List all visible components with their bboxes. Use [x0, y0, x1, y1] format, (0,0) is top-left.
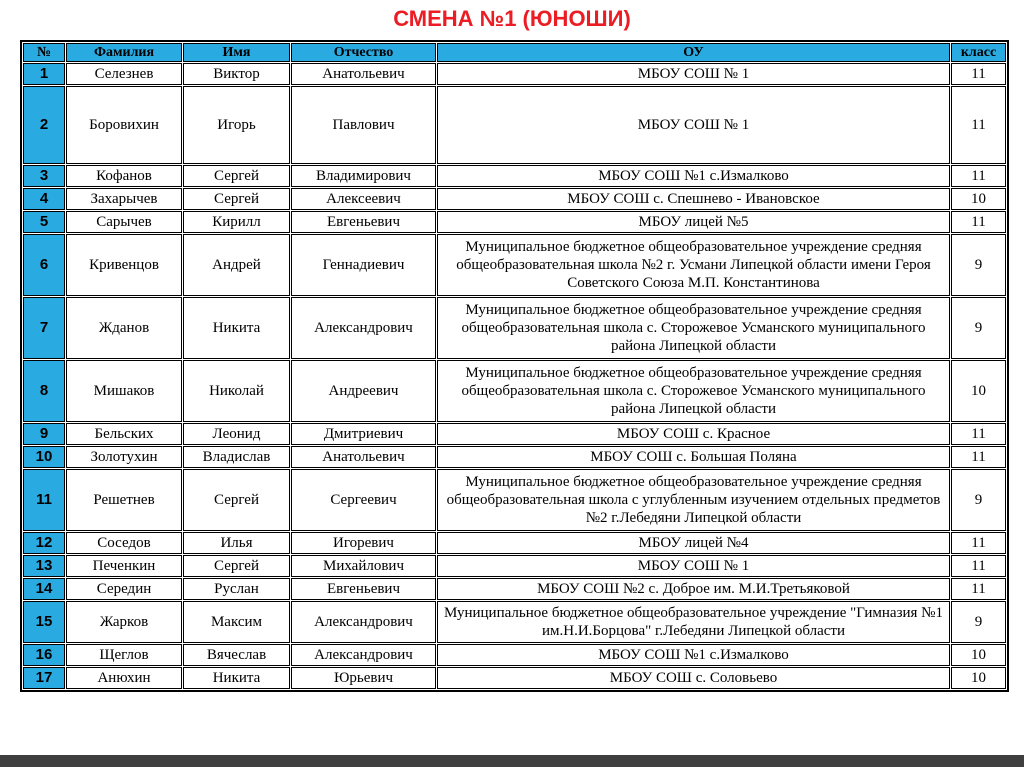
school-cell: МБОУ СОШ с. Соловьево	[437, 667, 950, 689]
surname-cell: Захарычев	[66, 188, 182, 210]
name-cell: Сергей	[183, 555, 290, 577]
column-header-school: ОУ	[437, 43, 950, 62]
row-number-cell: 12	[23, 532, 65, 554]
roster-table	[20, 40, 1009, 692]
school-cell: МБОУ СОШ № 1	[437, 86, 950, 164]
grade-cell: 11	[951, 532, 1006, 554]
row-number-cell: 8	[23, 360, 65, 422]
surname-cell: Соседов	[66, 532, 182, 554]
surname-cell: Жарков	[66, 601, 182, 643]
row-number-cell: 15	[23, 601, 65, 643]
school-cell: МБОУ СОШ № 1	[437, 555, 950, 577]
name-cell: Кирилл	[183, 211, 290, 233]
school-cell: МБОУ СОШ №1 с.Измалково	[437, 165, 950, 187]
patronymic-cell: Игоревич	[291, 532, 436, 554]
row-number-cell: 2	[23, 86, 65, 164]
name-cell: Никита	[183, 297, 290, 359]
surname-cell: Бельских	[66, 423, 182, 445]
name-cell: Сергей	[183, 165, 290, 187]
surname-cell: Кофанов	[66, 165, 182, 187]
grade-cell: 9	[951, 601, 1006, 643]
patronymic-cell: Евгеньевич	[291, 211, 436, 233]
patronymic-cell: Александрович	[291, 297, 436, 359]
table-row	[23, 644, 1006, 666]
table-row	[23, 234, 1006, 296]
table-row	[23, 165, 1006, 187]
surname-cell: Анюхин	[66, 667, 182, 689]
column-header-grade: класс	[951, 43, 1006, 62]
surname-cell: Середин	[66, 578, 182, 600]
table-row	[23, 555, 1006, 577]
table-header-row	[23, 43, 1006, 62]
surname-cell: Жданов	[66, 297, 182, 359]
patronymic-cell: Александрович	[291, 644, 436, 666]
table-row	[23, 63, 1006, 85]
table-row	[23, 188, 1006, 210]
table-row	[23, 578, 1006, 600]
grade-cell: 11	[951, 86, 1006, 164]
patronymic-cell: Алексеевич	[291, 188, 436, 210]
grade-cell: 11	[951, 446, 1006, 468]
surname-cell: Щеглов	[66, 644, 182, 666]
grade-cell: 9	[951, 234, 1006, 296]
patronymic-cell: Анатольевич	[291, 446, 436, 468]
column-header-surname: Фамилия	[66, 43, 182, 62]
school-cell: МБОУ СОШ №1 с.Измалково	[437, 644, 950, 666]
row-number-cell: 16	[23, 644, 65, 666]
grade-cell: 11	[951, 578, 1006, 600]
name-cell: Игорь	[183, 86, 290, 164]
patronymic-cell: Юрьевич	[291, 667, 436, 689]
grade-cell: 11	[951, 63, 1006, 85]
bottom-bar	[0, 755, 1024, 767]
column-header-patronymic: Отчество	[291, 43, 436, 62]
grade-cell: 9	[951, 297, 1006, 359]
row-number-cell: 5	[23, 211, 65, 233]
patronymic-cell: Павлович	[291, 86, 436, 164]
table-body	[23, 63, 1006, 689]
row-number-cell: 10	[23, 446, 65, 468]
patronymic-cell: Дмитриевич	[291, 423, 436, 445]
table-row	[23, 469, 1006, 531]
name-cell: Максим	[183, 601, 290, 643]
table-row	[23, 297, 1006, 359]
name-cell: Сергей	[183, 469, 290, 531]
school-cell: Муниципальное бюджетное общеобразовательное учреждение средняя общеобразовательная школа с. Сторожевое Усманского муниципального района Липецкой области	[437, 297, 950, 359]
grade-cell: 10	[951, 188, 1006, 210]
school-cell: МБОУ СОШ с. Большая Поляна	[437, 446, 950, 468]
school-cell: МБОУ СОШ №2 с. Доброе им. М.И.Третьяковой	[437, 578, 950, 600]
patronymic-cell: Евгеньевич	[291, 578, 436, 600]
grade-cell: 10	[951, 644, 1006, 666]
surname-cell: Печенкин	[66, 555, 182, 577]
school-cell: МБОУ лицей №5	[437, 211, 950, 233]
grade-cell: 11	[951, 423, 1006, 445]
name-cell: Вячеслав	[183, 644, 290, 666]
surname-cell: Золотухин	[66, 446, 182, 468]
table-row	[23, 446, 1006, 468]
school-cell: МБОУ СОШ с. Спешнево - Ивановское	[437, 188, 950, 210]
surname-cell: Кривенцов	[66, 234, 182, 296]
grade-cell: 11	[951, 555, 1006, 577]
surname-cell: Сарычев	[66, 211, 182, 233]
row-number-cell: 17	[23, 667, 65, 689]
table-row	[23, 601, 1006, 643]
page-title: СМЕНА №1 (ЮНОШИ)	[393, 6, 631, 31]
table-row	[23, 667, 1006, 689]
name-cell: Сергей	[183, 188, 290, 210]
surname-cell: Мишаков	[66, 360, 182, 422]
school-cell: Муниципальное бюджетное общеобразовательное учреждение средняя общеобразовательная школа с углубленным изучением отдельных предметов №2 г.Лебедяни Липецкой области	[437, 469, 950, 531]
column-header-firstname: Имя	[183, 43, 290, 62]
row-number-cell: 7	[23, 297, 65, 359]
school-cell: Муниципальное бюджетное общеобразовательное учреждение средняя общеобразовательная школа №2 г. Усмани Липецкой области имени Героя Советского Союза М.П. Константинова	[437, 234, 950, 296]
name-cell: Руслан	[183, 578, 290, 600]
school-cell: МБОУ СОШ с. Красное	[437, 423, 950, 445]
school-cell: Муниципальное бюджетное общеобразовательное учреждение средняя общеобразовательная школа с. Сторожевое Усманского муниципального района Липецкой области	[437, 360, 950, 422]
name-cell: Николай	[183, 360, 290, 422]
table-row	[23, 532, 1006, 554]
name-cell: Никита	[183, 667, 290, 689]
school-cell: МБОУ СОШ № 1	[437, 63, 950, 85]
surname-cell: Селезнев	[66, 63, 182, 85]
patronymic-cell: Анатольевич	[291, 63, 436, 85]
surname-cell: Решетнев	[66, 469, 182, 531]
patronymic-cell: Сергеевич	[291, 469, 436, 531]
school-cell: Муниципальное бюджетное общеобразовательное учреждение "Гимназия №1 им.Н.И.Борцова" г.Лебедяни Липецкой области	[437, 601, 950, 643]
table-row	[23, 423, 1006, 445]
row-number-cell: 11	[23, 469, 65, 531]
row-number-cell: 3	[23, 165, 65, 187]
row-number-cell: 13	[23, 555, 65, 577]
row-number-cell: 14	[23, 578, 65, 600]
row-number-cell: 4	[23, 188, 65, 210]
patronymic-cell: Михайлович	[291, 555, 436, 577]
name-cell: Владислав	[183, 446, 290, 468]
name-cell: Илья	[183, 532, 290, 554]
row-number-cell: 1	[23, 63, 65, 85]
row-number-cell: 9	[23, 423, 65, 445]
grade-cell: 11	[951, 211, 1006, 233]
patronymic-cell: Геннадиевич	[291, 234, 436, 296]
patronymic-cell: Андреевич	[291, 360, 436, 422]
row-number-cell: 6	[23, 234, 65, 296]
name-cell: Виктор	[183, 63, 290, 85]
table-row	[23, 360, 1006, 422]
grade-cell: 10	[951, 360, 1006, 422]
column-header-number: №	[23, 43, 65, 62]
patronymic-cell: Александрович	[291, 601, 436, 643]
patronymic-cell: Владимирович	[291, 165, 436, 187]
name-cell: Леонид	[183, 423, 290, 445]
grade-cell: 10	[951, 667, 1006, 689]
roster-table-container	[20, 40, 1004, 692]
grade-cell: 11	[951, 165, 1006, 187]
table-row	[23, 211, 1006, 233]
school-cell: МБОУ лицей №4	[437, 532, 950, 554]
grade-cell: 9	[951, 469, 1006, 531]
table-row	[23, 86, 1006, 164]
surname-cell: Боровихин	[66, 86, 182, 164]
name-cell: Андрей	[183, 234, 290, 296]
